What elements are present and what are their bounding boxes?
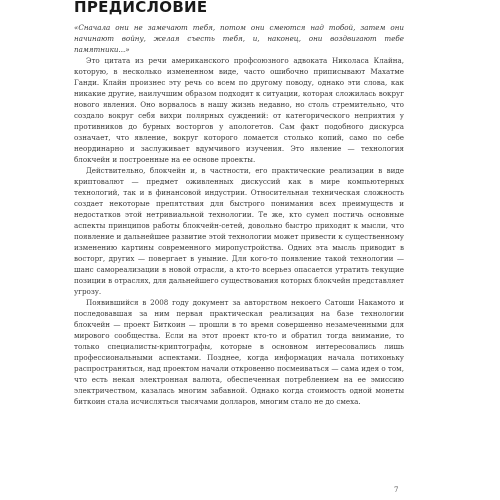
paragraph-2: Действительно, блокчейн и, в частности, его практические реализации в виде криптовалют — предмет оживленных дискуссий как в мире компьютерных технологий, так и в финансовой индустрии. Относительная техническая сложность создает некоторые препятствия для быстрого понимания всех преимуществ и недостатков этой нетривиальной технологии. Те же, кто сумел постичь основные аспекты принципов работы блокчейн-сетей, довольно быстро приходят к мысли, что появление и дальнейшее развитие этой технологии может привести к существенному изменению картины современного миропустройства. Одних эта мысль приводит в восторг, других — повергает в уныние. Для кого-то появление такой технологии — шанс самореализации в новой отрасли, а кто-то всерьез опасается утратить текущие позиции в отраслях, для дальнейшего существования которых блокчейн представляет угрозу. [74,166,404,296]
page-title: ПРЕДИСЛОВИЕ [74,0,208,16]
paragraph-1: Это цитата из речи американского профсоюзного адвоката Николаса Клайна, которую, в несколько измененном виде, часто ошибочно приписывают Махатме Ганди. Клайн произнес эту речь со всем по другому поводу, однако эти слова, как никакие другие, наилучшим образом подходят к ситуации, которая сложилась вокруг нового явления. Оно ворвалось в нашу жизнь недавно, но столь стремительно, что создало вокруг себя вихри полярных суждений: от категорического неприятия у противников до бурных восторгов у апологетов. Сам факт подобного дискурса означает, что явление, вокруг которого ломается столько копий, само по себе неординарно и заслуживает вдумчивого изучения. Это явление — технология блокчейн и построенные на ее основе проекты. [74,56,404,164]
body-text [74,22,404,407]
epigraph-quote: «Сначала они не замечают тебя, потом они смеются над тобой, затем они начинают войну, желая съесть тебя, и, наконец, они воздвигают тебе памятники...» [74,23,404,54]
paragraph-3: Появившийся в 2008 году документ за авторством некоего Сатоши Накамото и последовавшая за ним первая практическая реализация на базе технологии блокчейн — проект Биткоин — прошли в то время совершенно незамеченными для мирового сообщества. Если на этот проект кто-то и обратил тогда внимание, то только специалисты-криптографы, которые в основном интересовались лишь профессиональными аспектами. Позднее, когда информация начала потихоньку распространяться, над проектом начали откровенно посмеиваться — сама идея о том, что есть некая электронная валюта, обеспеченная потреблением на ее эмиссию электричеством, казалась многим забавной. Однако когда стоимость одной монеты биткоин стала исчисляться тысячами долларов, многим стало не до смеха. [74,298,404,406]
page-number: 7 [394,486,399,494]
